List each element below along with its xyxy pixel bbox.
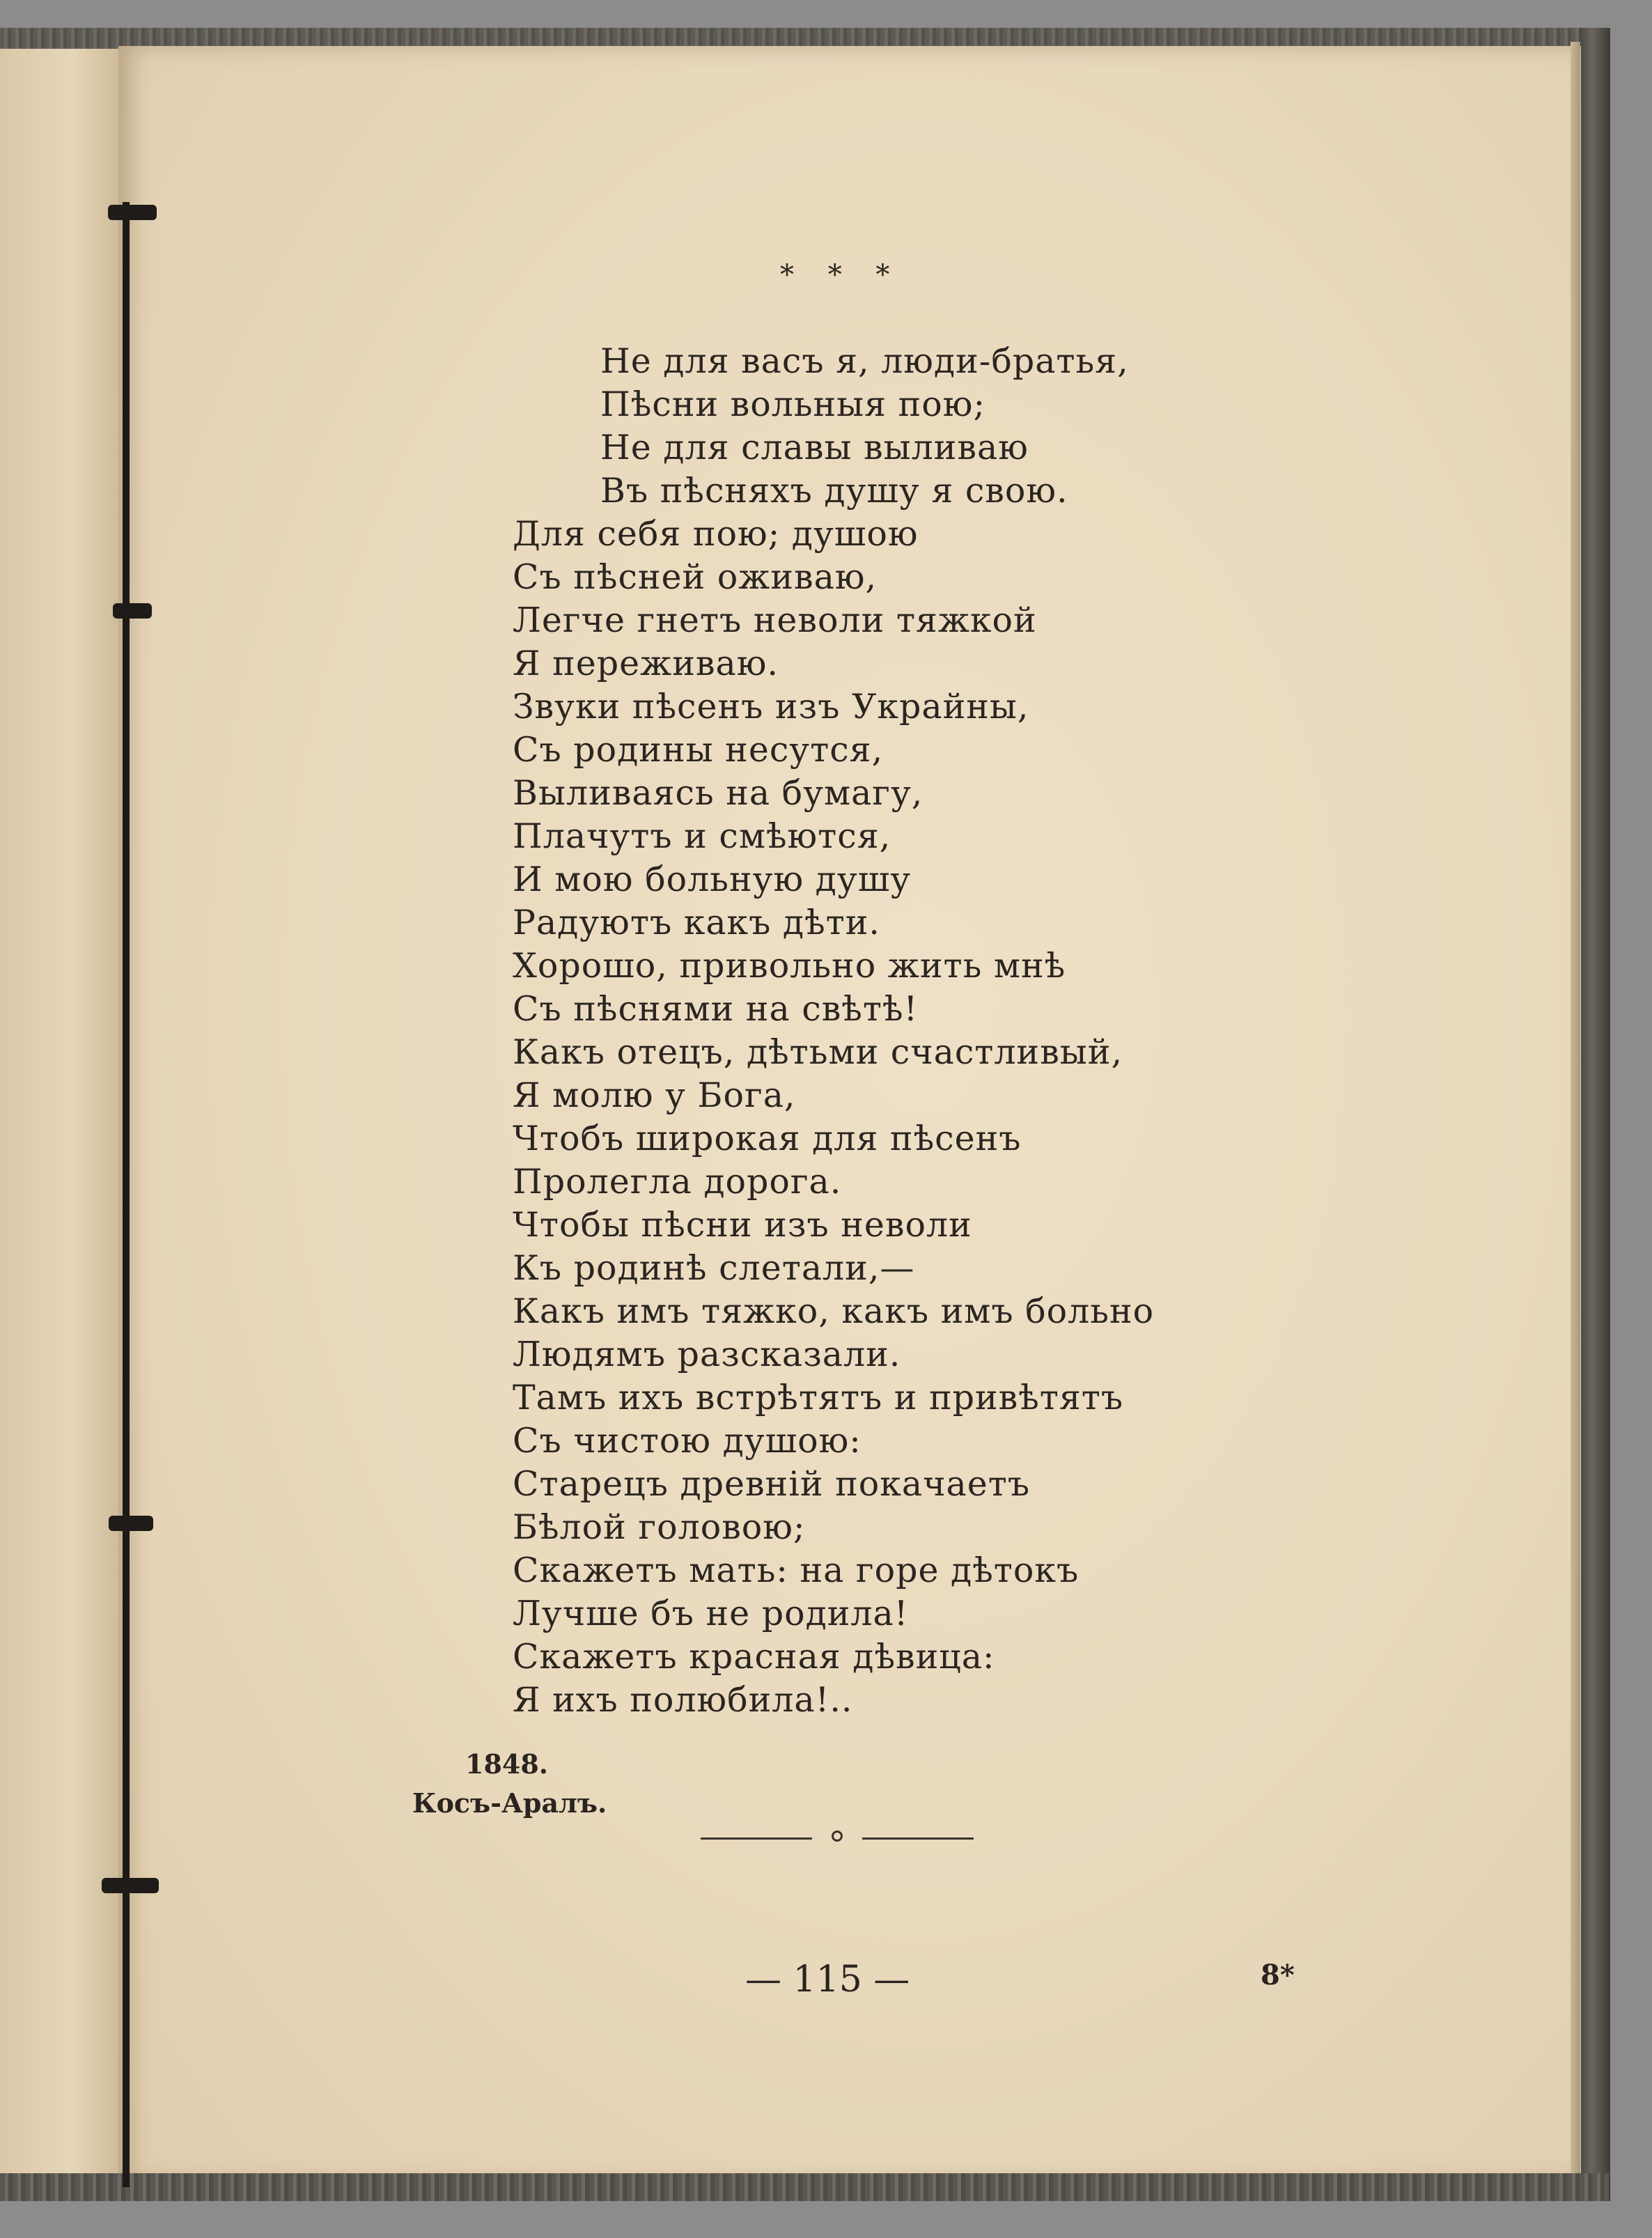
poem-line: Чтобъ широкая для пѣсенъ xyxy=(513,1119,1022,1158)
page-number: — 115 — xyxy=(745,1959,910,2000)
poem-line: Какъ имъ тяжко, какъ имъ больно xyxy=(513,1291,1155,1331)
poem-line: Лучше бъ не родила! xyxy=(513,1594,909,1633)
end-rule-ornament xyxy=(832,1831,843,1842)
poem-line: Хорошо, привольно жить мнѣ xyxy=(513,946,1066,986)
poem-line: Радуютъ какъ дѣти. xyxy=(513,903,880,942)
poem-line: Старецъ древній покачаетъ xyxy=(513,1464,1031,1504)
poem-line: Я ихъ полюбила!.. xyxy=(513,1680,853,1720)
poem-place: Косъ-Аралъ. xyxy=(412,1787,607,1819)
poem-line: Чтобы пѣсни изъ неволи xyxy=(513,1205,972,1245)
poem-line: Какъ отецъ, дѣтьми счастливый, xyxy=(513,1032,1123,1072)
binding-stitch xyxy=(102,1878,159,1893)
end-rule-right xyxy=(862,1837,974,1840)
poem-line: Не для васъ я, люди-братья, xyxy=(600,341,1129,381)
poem-line: Скажетъ красная дѣвица: xyxy=(513,1637,995,1677)
binding-cloth-bottom xyxy=(0,2173,1609,2201)
poem-date: 1848. xyxy=(465,1748,548,1780)
poem-line: Въ пѣсняхъ душу я свою. xyxy=(600,471,1068,511)
facing-page-edge xyxy=(0,49,120,2180)
poem-line: Легче гнетъ неволи тяжкой xyxy=(513,600,1037,640)
poem-line: Не для славы выливаю xyxy=(600,428,1029,467)
poem-line: Бѣлой головою; xyxy=(513,1507,806,1547)
binding-cloth-right xyxy=(1580,28,1610,2201)
poem-line: Я переживаю. xyxy=(513,644,779,683)
poem-line: Я молю у Бога, xyxy=(513,1075,796,1115)
poem-line: Для себя пою; душою xyxy=(513,514,919,554)
poem-line: Скажетъ мать: на горе дѣтокъ xyxy=(513,1551,1080,1590)
binding-stitch xyxy=(109,1516,153,1531)
poem-line: Съ пѣсней оживаю, xyxy=(513,557,878,597)
poem-line: Пѣсни вольныя пою; xyxy=(600,384,985,424)
poem-line: Съ чистою душою: xyxy=(513,1421,862,1461)
section-ornament: * * * xyxy=(780,259,903,291)
poem-line: Звуки пѣсенъ изъ Украйны, xyxy=(513,687,1029,726)
binding-stitch xyxy=(113,603,152,619)
poem-line: Людямъ разсказали. xyxy=(513,1335,901,1374)
page-right-edge xyxy=(1571,42,1580,2187)
poem-line: Къ родинѣ слетали,— xyxy=(513,1248,915,1288)
binding-stitch xyxy=(108,205,157,220)
poem-line: И мою больную душу xyxy=(513,860,912,899)
poem-line: Плачутъ и смѣются, xyxy=(513,816,891,856)
end-rule-left xyxy=(701,1837,812,1840)
poem-line: Съ родины несутся, xyxy=(513,730,884,770)
poem-line: Тамъ ихъ встрѣтятъ и привѣтятъ xyxy=(513,1378,1124,1417)
printer-signature-mark: 8* xyxy=(1261,1959,1295,1991)
poem-line: Выливаясь на бумагу, xyxy=(513,773,924,813)
poem-line: Пролегла дорога. xyxy=(513,1162,842,1202)
poem-line: Съ пѣснями на свѣтѣ! xyxy=(513,989,919,1029)
